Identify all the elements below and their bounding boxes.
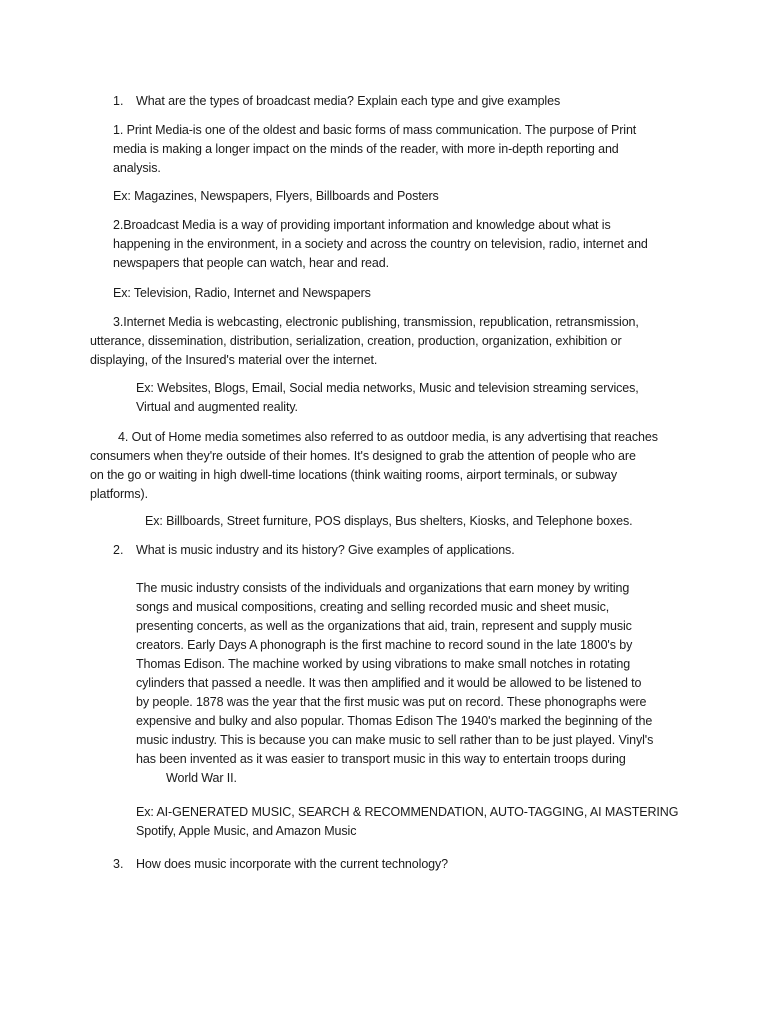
ooh-media-paragraph <box>90 428 658 504</box>
paragraph-line: analysis. <box>113 161 161 175</box>
paragraph-line: cylinders that passed a needle. It was then amplified and it would be allowed to be listened to <box>136 676 642 690</box>
paragraph-line: displaying, of the Insured's material over the internet. <box>90 353 378 367</box>
paragraph-line: 1. Print Media-is one of the oldest and basic forms of mass communication. The purpose of Print <box>113 123 637 137</box>
paragraph-line: 4. Out of Home media sometimes also referred to as outdoor media, is any advertising that reaches <box>118 430 658 444</box>
example-line: Ex: Websites, Blogs, Email, Social media networks, Music and television streaming services, <box>136 381 639 395</box>
ooh-media-example: Ex: Billboards, Street furniture, POS displays, Bus shelters, Kiosks, and Telephone boxes. <box>145 514 633 528</box>
example-line: Ex: AI-GENERATED MUSIC, SEARCH & RECOMMENDATION, AUTO-TAGGING, AI MASTERING <box>136 805 679 819</box>
paragraph-line: media is making a longer impact on the minds of the reader, with more in-depth reporting and <box>113 142 619 156</box>
question-1-text: What are the types of broadcast media? Explain each type and give examples <box>136 94 561 108</box>
paragraph-line: music industry. This is because you can make music to sell rather than to be just played. Vinyl's <box>136 733 654 747</box>
paragraph-line: by people. 1878 was the year that the first music was put on record. These phonographs were <box>136 695 647 709</box>
question-2-number: 2. <box>113 543 124 557</box>
paragraph-line: happening in the environment, in a society and across the country on television, radio, internet and <box>113 237 648 251</box>
paragraph-line: on the go or waiting in high dwell-time locations (think waiting rooms, airport terminals, or subway <box>90 468 618 482</box>
example-line: Spotify, Apple Music, and Amazon Music <box>136 824 357 838</box>
paragraph-line: newspapers that people can watch, hear and read. <box>113 256 389 270</box>
question-1-number: 1. <box>113 94 124 108</box>
paragraph-line: creators. Early Days A phonograph is the first machine to record sound in the late 1800's by <box>136 638 633 652</box>
paragraph-line: 3.Internet Media is webcasting, electronic publishing, transmission, republication, retransmission, <box>113 315 639 329</box>
music-industry-example <box>136 803 678 841</box>
paragraph-line: platforms). <box>90 487 148 501</box>
print-media-example: Ex: Magazines, Newspapers, Flyers, Billboards and Posters <box>113 189 439 203</box>
paragraph-line: The music industry consists of the individuals and organizations that earn money by writing <box>136 581 630 595</box>
question-3-text: How does music incorporate with the current technology? <box>136 857 449 871</box>
internet-media-paragraph <box>90 313 639 370</box>
question-3-number: 3. <box>113 857 124 871</box>
paragraph-line: consumers when they're outside of their homes. It's designed to grab the attention of people who are <box>90 449 636 463</box>
paragraph-line: World War II. <box>166 771 237 785</box>
broadcast-media-paragraph <box>113 216 648 273</box>
example-line: Virtual and augmented reality. <box>136 400 298 414</box>
broadcast-media-example: Ex: Television, Radio, Internet and Newspapers <box>113 286 371 300</box>
print-media-paragraph <box>113 121 636 178</box>
paragraph-line: expensive and bulky and also popular. Thomas Edison The 1940's marked the beginning of the <box>136 714 653 728</box>
question-2-text: What is music industry and its history? Give examples of applications. <box>136 543 515 557</box>
internet-media-example <box>136 379 639 417</box>
paragraph-line: presenting concerts, as well as the organizations that aid, train, represent and supply music <box>136 619 632 633</box>
paragraph-line: songs and musical compositions, creating and selling recorded music and sheet music, <box>136 600 610 614</box>
music-industry-paragraph <box>136 579 653 788</box>
paragraph-line: 2.Broadcast Media is a way of providing important information and knowledge about what is <box>113 218 611 232</box>
paragraph-line: utterance, dissemination, distribution, serialization, creation, production, organization, exhibition or <box>90 334 622 348</box>
paragraph-line: Thomas Edison. The machine worked by using vibrations to make small notches in rotating <box>136 657 631 671</box>
paragraph-line: has been invented as it was easier to transport music in this way to entertain troops during <box>136 752 626 766</box>
